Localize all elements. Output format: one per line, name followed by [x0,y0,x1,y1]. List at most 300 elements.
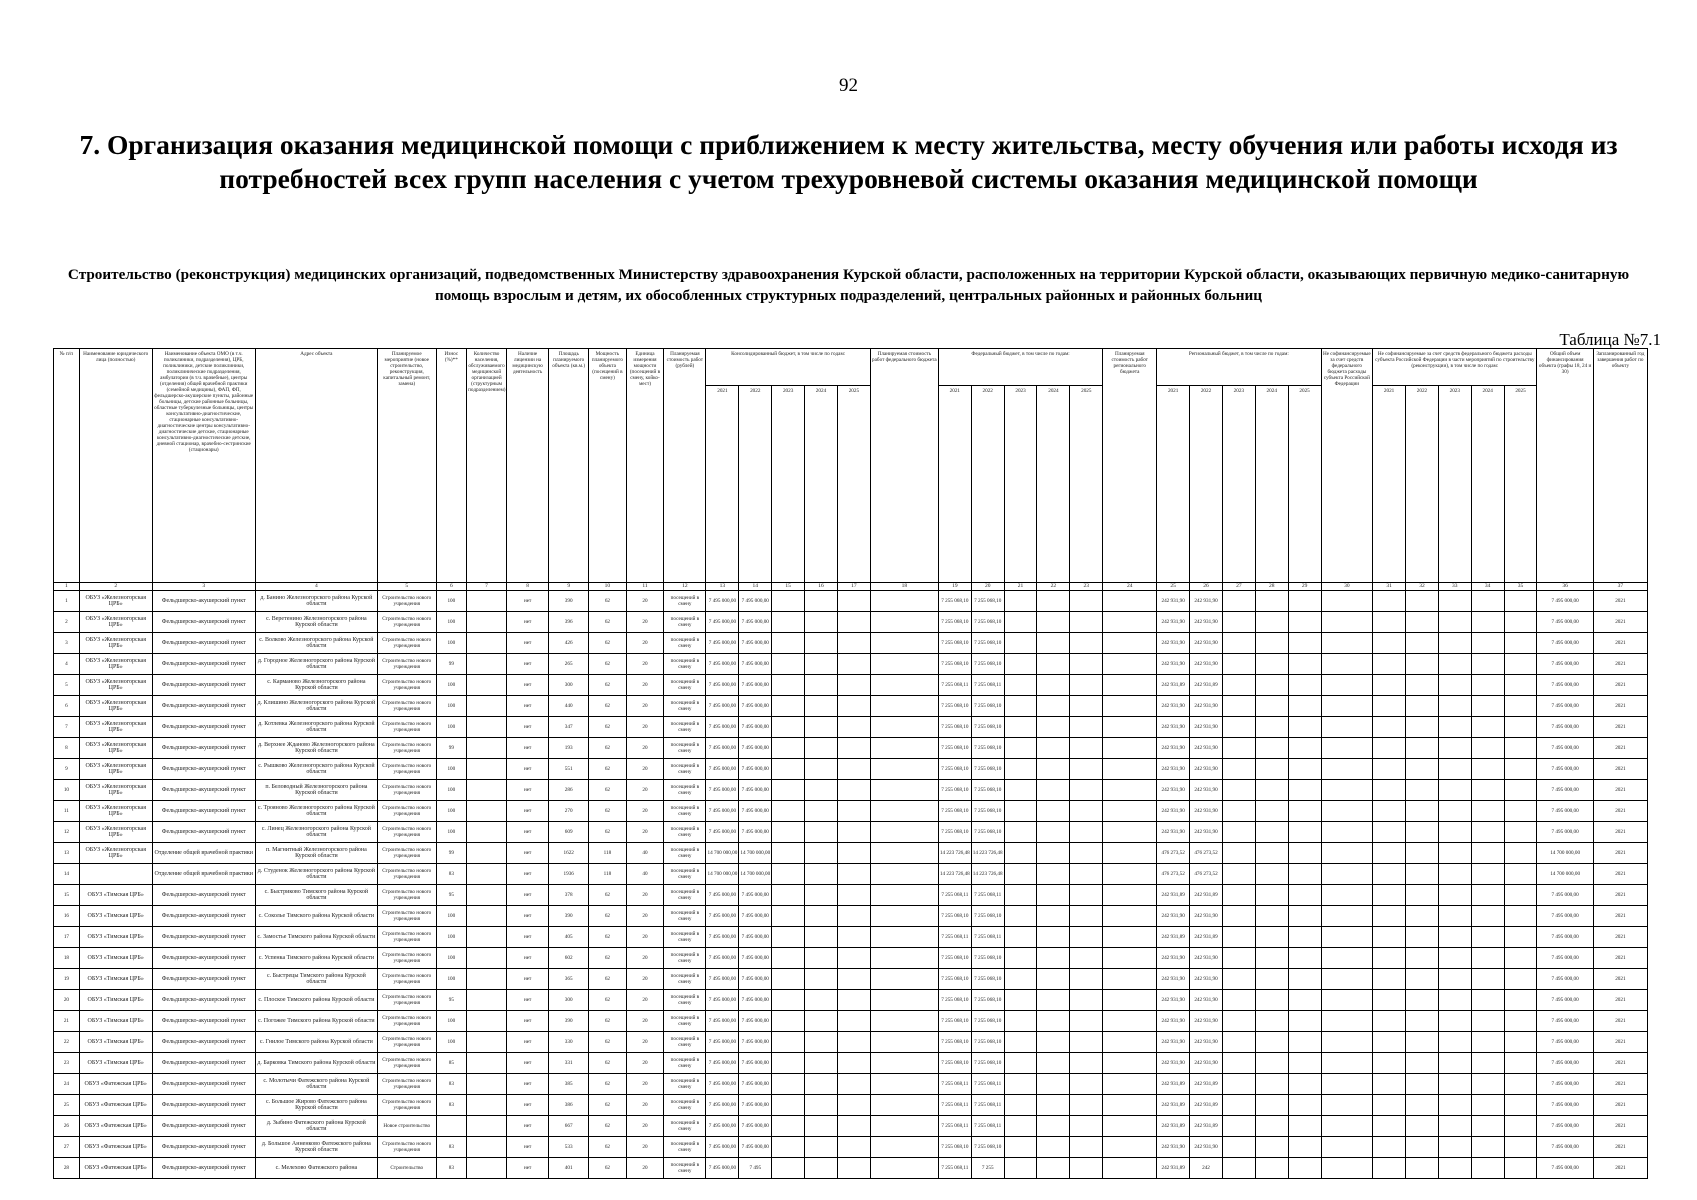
table-cell [1471,1116,1504,1137]
cell-cost: 7 495 000,00 [706,696,739,717]
cell-act: Строительство нового учреждения [377,864,436,885]
cell-org: ОБУЗ «Фатежская ЦРБ» [79,1074,152,1095]
header-year: 2024 [1255,386,1288,583]
table-cell [870,1011,938,1032]
cell-f2021: 7 255 068,10 [971,822,1004,843]
cell-cap: 20 [626,759,664,780]
table-cell [1037,927,1070,948]
cell-unit: посещений в смену [664,948,706,969]
cell-total: 7 495 000,00 [1537,969,1593,990]
cell-f2021: 7 255 068,10 [971,717,1004,738]
cell-year: 2021 [1593,822,1647,843]
cell-total: 7 495 000,00 [1537,591,1593,612]
cell-n: 8 [54,738,80,759]
table-cell [1321,822,1373,843]
table-row [54,675,1648,696]
table-cell [467,696,507,717]
cell-obj: Фельдшерско-акушерский пункт [152,948,255,969]
table-cell [1504,801,1537,822]
header-cell: № п/п [54,349,80,583]
table-cell [837,885,870,906]
cell-addr: с. Рышково Железногорского района Курской области [255,759,377,780]
cell-org: ОБУЗ «Тимская ЦРБ» [79,1053,152,1074]
cell-addr: п. Магнитный Железногорского района Курской области [255,843,377,864]
table-cell [1004,969,1037,990]
table-cell [1288,717,1321,738]
cell-c2021: 7 495 000,00 [739,612,772,633]
table-cell [1103,864,1157,885]
cell-area: 270 [549,801,589,822]
cell-r2021: 242 931,89 [1190,1116,1223,1137]
cell-total: 7 495 000,00 [1537,696,1593,717]
cell-total: 7 495 000,00 [1537,612,1593,633]
cell-org: ОБУЗ «Железногорская ЦРБ» [79,759,152,780]
table-cell [1406,1011,1439,1032]
cell-r2021: 242 931,90 [1190,822,1223,843]
table-cell [1438,1074,1471,1095]
cell-f2021: 7 255 068,10 [971,990,1004,1011]
table-cell [870,738,938,759]
table-cell [1103,633,1157,654]
cell-cap: 20 [626,969,664,990]
table-cell [1373,1011,1406,1032]
cell-wear: 99 [436,843,467,864]
table-cell [1471,612,1504,633]
cell-total: 7 495 000,00 [1537,906,1593,927]
table-cell [772,864,805,885]
cell-cost: 7 495 000,00 [706,801,739,822]
table-cell [1288,591,1321,612]
table-cell [1504,927,1537,948]
table-cell [467,612,507,633]
cell-addr: с. Молотычи Фатежского района Курской области [255,1074,377,1095]
cell-org: ОБУЗ «Железногорская ЦРБ» [79,738,152,759]
table-cell [1037,1116,1070,1137]
table-cell [1373,1095,1406,1116]
cell-org: ОБУЗ «Фатежская ЦРБ» [79,1116,152,1137]
cell-f2021: 7 255 068,10 [971,654,1004,675]
table-cell [1321,1137,1373,1158]
table-cell [772,1158,805,1179]
header-cell: Наличие лицензии на медицинскую деятельность [507,349,549,583]
cell-obj: Отделение общей врачебной практики [152,864,255,885]
cell-wear: 100 [436,948,467,969]
cell-fed: 7 255 068,11 [938,1116,971,1137]
table-cell [805,801,838,822]
table-cell [1504,1011,1537,1032]
table-cell [1406,696,1439,717]
table-cell [1070,822,1103,843]
cell-cap: 20 [626,675,664,696]
table-cell [837,1074,870,1095]
cell-total: 7 495 000,00 [1537,675,1593,696]
cell-lic: нет [507,780,549,801]
cell-wear: 83 [436,1095,467,1116]
column-number: 31 [1373,583,1406,591]
table-cell [805,822,838,843]
cell-addr: с. Успенка Тимского района Курской области [255,948,377,969]
table-cell [772,885,805,906]
cell-reg: 242 931,89 [1157,1158,1190,1179]
cell-cost: 7 495 000,00 [706,654,739,675]
cell-org [79,864,152,885]
cell-lic: нет [507,864,549,885]
cell-unit: посещений в смену [664,822,706,843]
cell-year: 2021 [1593,885,1647,906]
table-cell [1255,1074,1288,1095]
cell-unit: посещений в смену [664,1032,706,1053]
cell-obj: Фельдшерско-акушерский пункт [152,927,255,948]
table-cell [1070,927,1103,948]
table-cell [870,591,938,612]
cell-n: 2 [54,612,80,633]
table-cell [1438,906,1471,927]
table-cell [467,843,507,864]
cell-reg: 242 931,90 [1157,633,1190,654]
table-cell [1438,759,1471,780]
header-year: 2023 [1222,386,1255,583]
cell-r2021: 242 931,90 [1190,1053,1223,1074]
table-cell [1321,759,1373,780]
table-cell [1406,948,1439,969]
table-cell [1004,990,1037,1011]
cell-lic: нет [507,885,549,906]
table-cell [1037,717,1070,738]
table-cell [870,822,938,843]
table-cell [1103,738,1157,759]
table-cell [1070,948,1103,969]
table-cell [1288,990,1321,1011]
cell-org: ОБУЗ «Тимская ЦРБ» [79,1011,152,1032]
table-cell [1373,1032,1406,1053]
table-cell [467,759,507,780]
table-cell [1438,1158,1471,1179]
table-cell [772,948,805,969]
table-cell [1504,759,1537,780]
table-row [54,633,1648,654]
table-cell [837,1116,870,1137]
cell-obj: Фельдшерско-акушерский пункт [152,654,255,675]
cell-n: 9 [54,759,80,780]
table-cell [772,675,805,696]
table-cell [467,1095,507,1116]
table-cell [1222,1137,1255,1158]
table-cell [772,1095,805,1116]
cell-cost: 7 495 000,00 [706,591,739,612]
cell-reg: 242 931,90 [1157,654,1190,675]
column-number: 35 [1504,583,1537,591]
cell-year: 2021 [1593,843,1647,864]
table-cell [1004,1137,1037,1158]
cell-f2021: 7 255 068,10 [971,969,1004,990]
cell-r2021: 242 931,89 [1190,1074,1223,1095]
table-row [54,759,1648,780]
table-cell [805,1074,838,1095]
cell-year: 2021 [1593,1116,1647,1137]
cell-addr: д. Котлевка Железногорского района Курской области [255,717,377,738]
cell-wear: 99 [436,654,467,675]
table-cell [837,1011,870,1032]
cell-reg: 242 931,90 [1157,1032,1190,1053]
table-cell [1288,654,1321,675]
cell-area: 1936 [549,864,589,885]
cell-cap: 20 [626,1095,664,1116]
cell-n: 7 [54,717,80,738]
cell-r2021: 242 931,90 [1190,717,1223,738]
table-cell [1504,1095,1537,1116]
cell-fed: 7 255 068,10 [938,612,971,633]
cell-total: 7 495 000,00 [1537,1158,1593,1179]
cell-unit: посещений в смену [664,738,706,759]
table-cell [1321,885,1373,906]
table-cell [1504,591,1537,612]
table-cell [1406,843,1439,864]
cell-addr: с. Быстрецы Тимского района Курской области [255,969,377,990]
table-row [54,906,1648,927]
cell-addr: с. Плоское Тимского района Курской области [255,990,377,1011]
cell-wear: 100 [436,675,467,696]
cell-obj: Фельдшерско-акушерский пункт [152,906,255,927]
table-cell [1406,801,1439,822]
cell-wear: 83 [436,1158,467,1179]
table-cell [1255,885,1288,906]
cell-c2021: 7 495 000,00 [739,885,772,906]
column-number: 7 [467,583,507,591]
cell-n: 17 [54,927,80,948]
table-cell [1004,864,1037,885]
table-cell [1504,1158,1537,1179]
cell-reg: 242 931,90 [1157,1053,1190,1074]
table-cell [1070,801,1103,822]
table-cell [1438,801,1471,822]
table-cell [1406,969,1439,990]
cell-pow: 62 [589,759,627,780]
table-cell [772,906,805,927]
cell-n: 13 [54,843,80,864]
table-cell [1103,717,1157,738]
header-year: 2022 [739,386,772,583]
table-cell [772,1137,805,1158]
table-cell [1255,612,1288,633]
column-number: 25 [1157,583,1190,591]
table-cell [1037,675,1070,696]
table-cell [1070,1158,1103,1179]
table-cell [1037,1095,1070,1116]
table-cell [1037,990,1070,1011]
cell-c2021: 7 495 000,00 [739,906,772,927]
cell-obj: Фельдшерско-акушерский пункт [152,759,255,780]
table-cell [1471,1032,1504,1053]
cell-year: 2021 [1593,675,1647,696]
cell-act: Строительство [377,1158,436,1179]
cell-year: 2021 [1593,654,1647,675]
table-cell [805,675,838,696]
table-cell [1255,822,1288,843]
cell-r2021: 242 931,90 [1190,654,1223,675]
cell-fed: 7 255 068,10 [938,1137,971,1158]
table-cell [1103,654,1157,675]
cell-pow: 62 [589,675,627,696]
table-cell [1373,633,1406,654]
cell-pow: 62 [589,927,627,948]
table-cell [1406,906,1439,927]
cell-reg: 242 931,90 [1157,738,1190,759]
table-cell [837,633,870,654]
header-group-consolidated: Консолидированный бюджет, в том числе по годам: [706,349,870,386]
table-cell [1037,885,1070,906]
table-cell [1471,1011,1504,1032]
table-cell [1103,927,1157,948]
cell-fed: 7 255 068,11 [938,885,971,906]
cell-n: 16 [54,906,80,927]
table-cell [1471,885,1504,906]
cell-f2021: 7 255 [971,1158,1004,1179]
cell-c2021: 7 495 [739,1158,772,1179]
cell-cost: 7 495 000,00 [706,822,739,843]
table-cell [1504,612,1537,633]
cell-obj: Отделение общей врачебной практики [152,843,255,864]
table-cell [772,969,805,990]
table-cell [1222,885,1255,906]
table-cell [1471,675,1504,696]
cell-n: 4 [54,654,80,675]
cell-act: Строительство нового учреждения [377,696,436,717]
cell-addr: д. Клишино Железногорского района Курской области [255,696,377,717]
table-cell [467,1053,507,1074]
cell-r2021: 242 931,90 [1190,738,1223,759]
table-cell [1103,1053,1157,1074]
table-cell [467,654,507,675]
cell-n: 11 [54,801,80,822]
table-cell [1321,948,1373,969]
table-cell [1504,738,1537,759]
cell-area: 300 [549,990,589,1011]
table-cell [1004,717,1037,738]
cell-f2021: 7 255 068,10 [971,759,1004,780]
header-year: 2023 [1004,386,1037,583]
cell-cap: 20 [626,990,664,1011]
cell-reg: 242 931,90 [1157,1137,1190,1158]
cell-n: 6 [54,696,80,717]
table-cell [772,801,805,822]
cell-lic: нет [507,633,549,654]
cell-area: 667 [549,1116,589,1137]
table-cell [870,969,938,990]
table-cell [1406,864,1439,885]
cell-c2021: 14 700 000,00 [739,843,772,864]
table-cell [772,591,805,612]
cell-f2021: 7 255 068,10 [971,1032,1004,1053]
table-row [54,696,1648,717]
cell-f2021: 7 255 068,11 [971,927,1004,948]
cell-c2021: 7 495 000,00 [739,822,772,843]
cell-obj: Фельдшерско-акушерский пункт [152,1158,255,1179]
table-cell [1504,780,1537,801]
table-cell [1471,759,1504,780]
table-cell [1438,591,1471,612]
cell-unit: посещений в смену [664,1158,706,1179]
table-cell [870,843,938,864]
cell-fed: 14 223 726,48 [938,843,971,864]
cell-total: 7 495 000,00 [1537,885,1593,906]
cell-obj: Фельдшерско-акушерский пункт [152,633,255,654]
table-cell [1406,885,1439,906]
cell-fed: 7 255 068,10 [938,801,971,822]
table-cell [1070,885,1103,906]
table-cell [870,612,938,633]
table-cell [1406,780,1439,801]
cell-act: Строительство нового учреждения [377,759,436,780]
table-cell [467,633,507,654]
table-cell [1103,696,1157,717]
cell-f2021: 7 255 068,10 [971,906,1004,927]
table-row [54,969,1648,990]
table-cell [1070,864,1103,885]
table-cell [772,1074,805,1095]
table-cell [1103,612,1157,633]
table-cell [805,738,838,759]
table-cell [1103,759,1157,780]
cell-fed: 7 255 068,11 [938,1074,971,1095]
table-cell [870,1137,938,1158]
cell-cost: 7 495 000,00 [706,1116,739,1137]
cell-lic: нет [507,1158,549,1179]
table-cell [1004,1032,1037,1053]
cell-area: 390 [549,1011,589,1032]
column-number: 13 [706,583,739,591]
table-cell [1037,591,1070,612]
header-year: 2023 [772,386,805,583]
cell-r2021: 242 931,90 [1190,1032,1223,1053]
table-cell [1373,1116,1406,1137]
cell-area: 385 [549,1074,589,1095]
table-cell [1222,1053,1255,1074]
table-cell [1255,906,1288,927]
table-cell [467,675,507,696]
cell-pow: 62 [589,612,627,633]
cell-unit: посещений в смену [664,906,706,927]
cell-f2021: 7 255 068,10 [971,633,1004,654]
table-cell [1373,864,1406,885]
column-number: 6 [436,583,467,591]
table-cell [1070,1116,1103,1137]
cell-f2021: 7 255 068,11 [971,885,1004,906]
column-number: 9 [549,583,589,591]
table-cell [772,717,805,738]
cell-org: ОБУЗ «Железногорская ЦРБ» [79,654,152,675]
table-cell [1004,1095,1037,1116]
table-cell [1288,1032,1321,1053]
cell-addr: д. Зыбино Фатежского района Курской области [255,1116,377,1137]
cell-wear [436,1116,467,1137]
table-cell [1504,864,1537,885]
cell-fed: 7 255 068,10 [938,591,971,612]
cell-reg: 242 931,90 [1157,780,1190,801]
table-cell [1373,591,1406,612]
table-cell [1004,780,1037,801]
cell-pow: 62 [589,717,627,738]
table-cell [1070,633,1103,654]
cell-cap: 20 [626,927,664,948]
table-cell [1004,1116,1037,1137]
table-cell [1321,1011,1373,1032]
table-cell [1321,906,1373,927]
cell-cost: 7 495 000,00 [706,1137,739,1158]
table-cell [870,780,938,801]
cell-unit: посещений в смену [664,990,706,1011]
cell-unit: посещений в смену [664,780,706,801]
cell-cap: 20 [626,612,664,633]
